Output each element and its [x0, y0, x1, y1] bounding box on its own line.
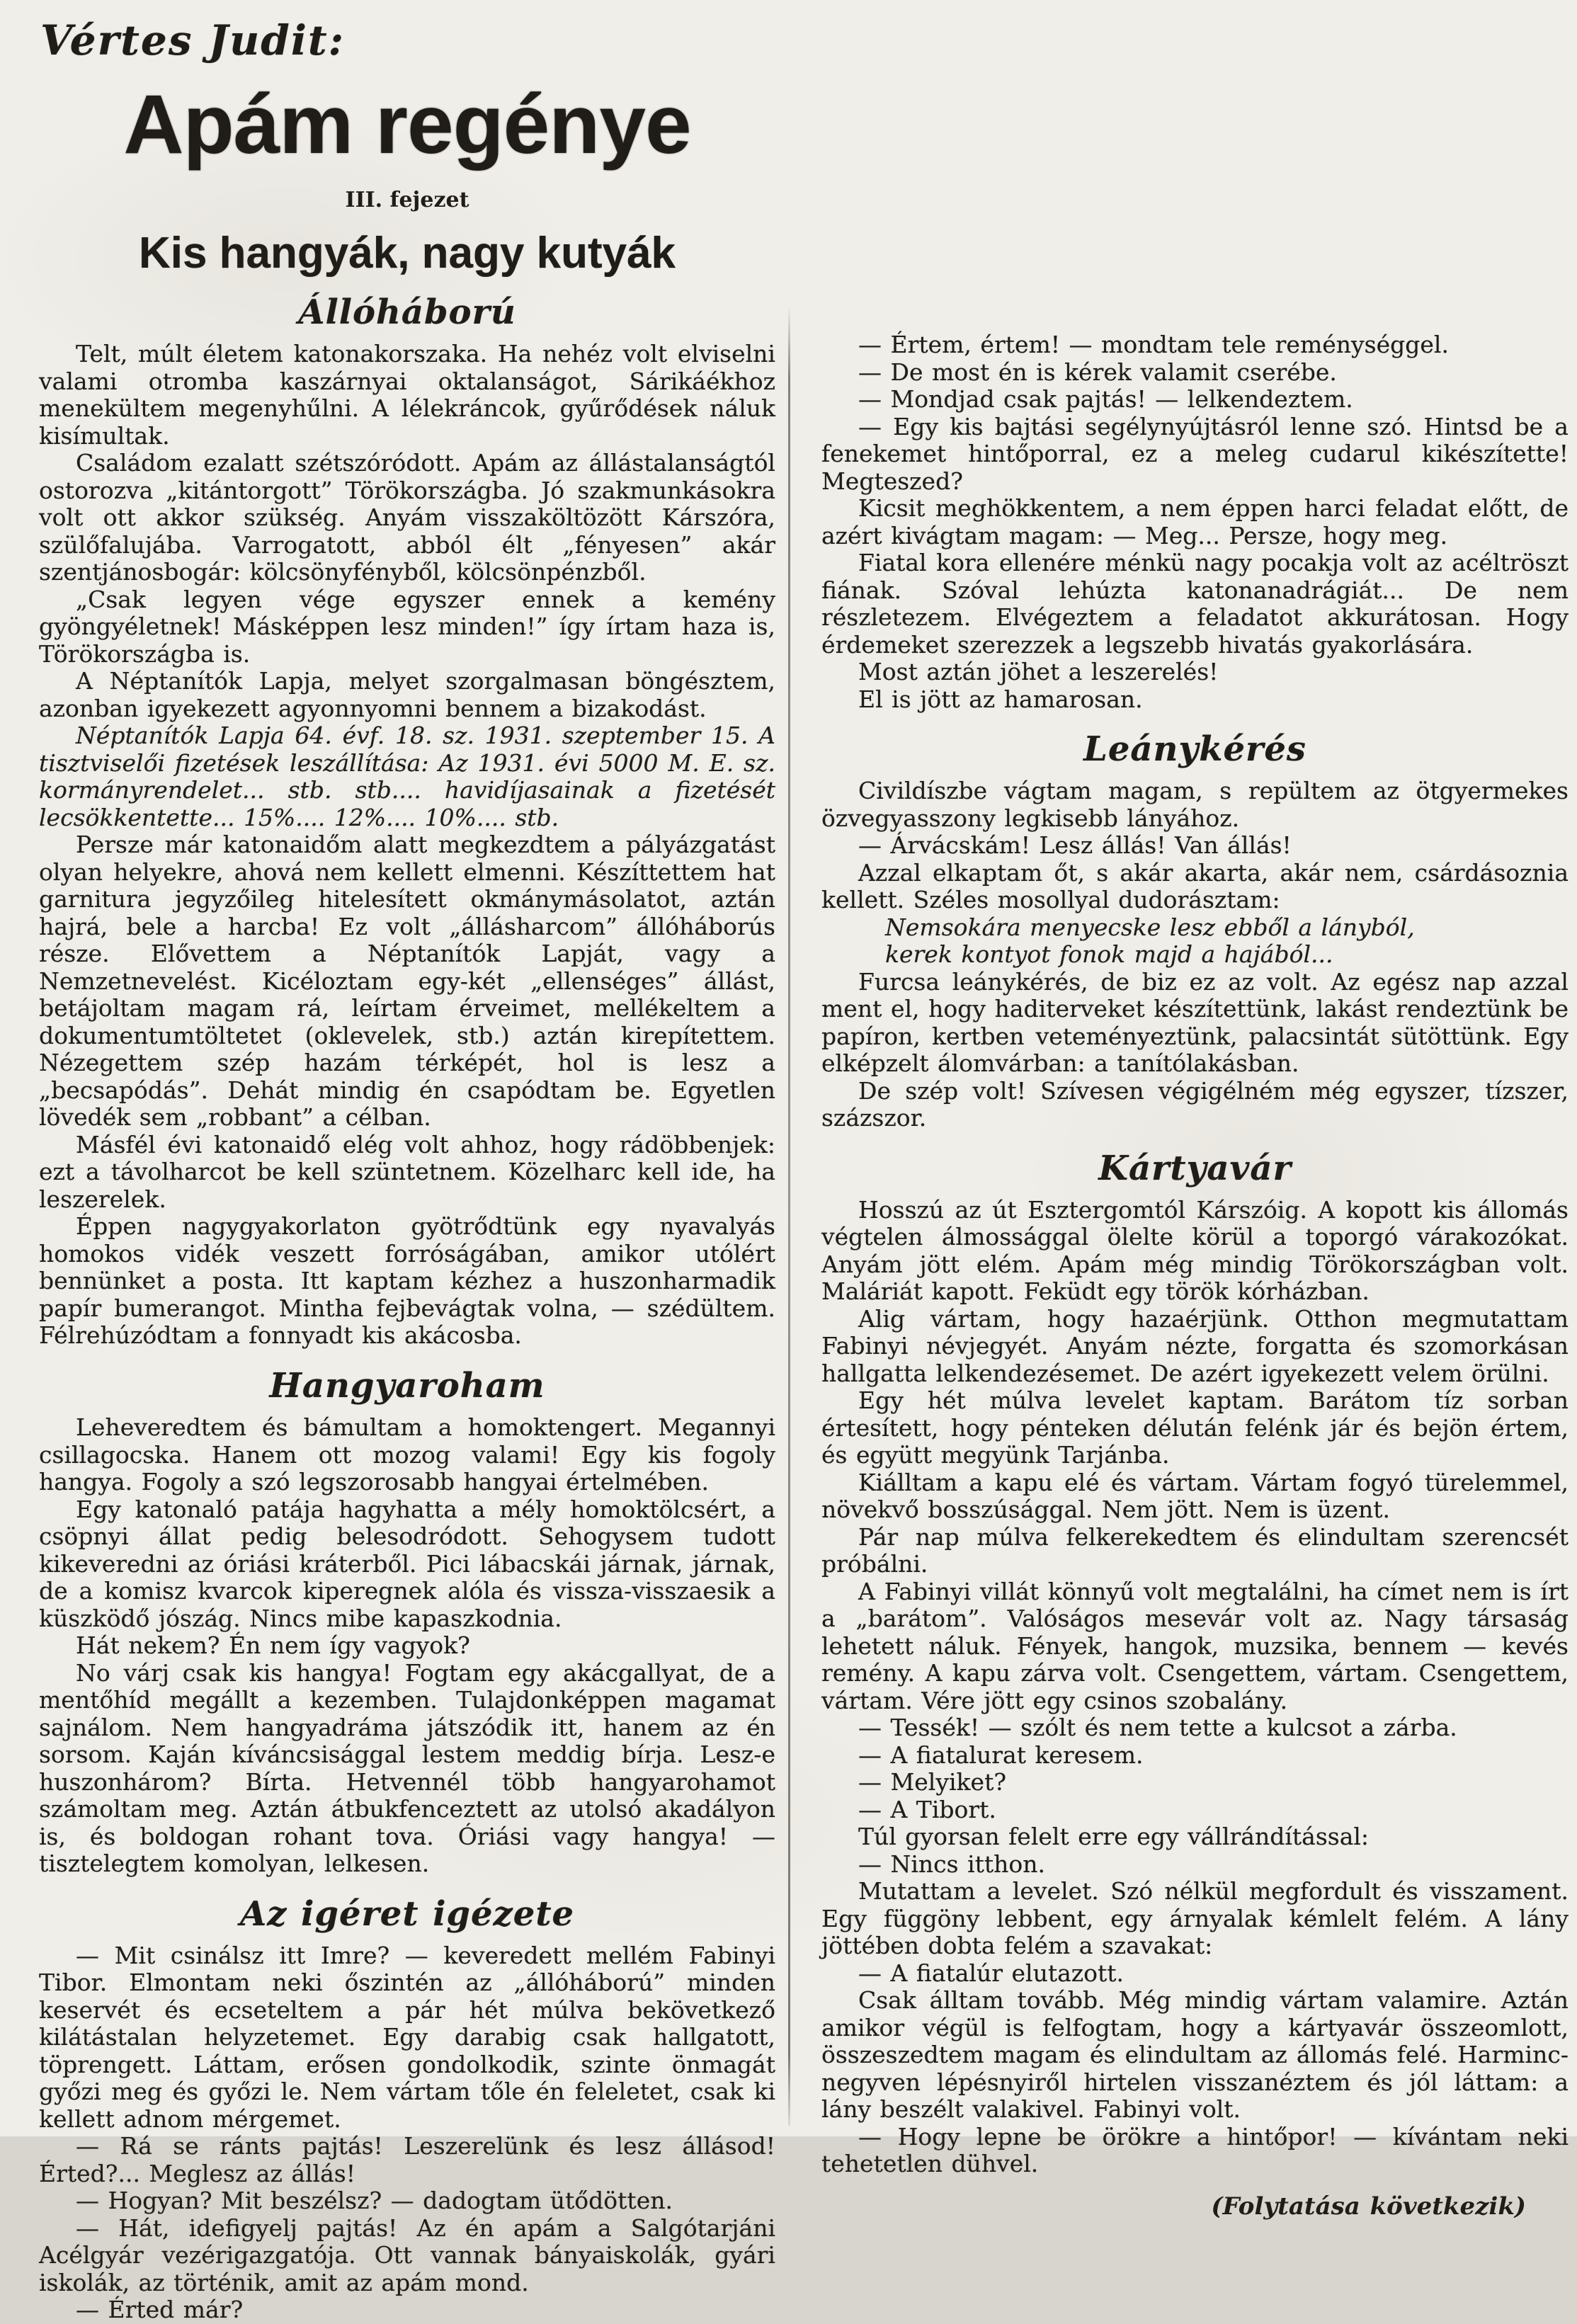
paragraph: — Egy kis bajtási segélynyújtásról lenne szó. Hintsd be a fenekemet hintőporral, ez a meleg cudarul kikészítette! Megteszed?	[821, 412, 1569, 495]
right-column	[821, 0, 1569, 2221]
section-heading: Hangyaroham	[269, 1365, 545, 1406]
paragraph: Mutattam a levelet. Szó nélkül megfordult és visszament. Egy függöny lebbent, egy árnyalak kémlelt felém. A lány jöttében dobta felém a szavakat:	[821, 1877, 1569, 1960]
paragraph: Kicsit meghökkentem, a nem éppen harci feladat előtt, de azért kivágtam magam: — Meg... Persze, hogy meg.	[821, 494, 1569, 549]
paragraph: Civildíszbe vágtam magam, s repültem az ötgyermekes özvegyasszony legkisebb lányához.	[821, 777, 1569, 832]
paragraph: Alig vártam, hogy hazaérjünk. Otthon megmutattam Fabinyi névjegyét. Anyám nézte, forgatta és szomorkásan hallgatta lelkendezésemet. De azért igyekezett velem örülni.	[821, 1304, 1569, 1387]
paragraph: — Hogyan? Mit beszélsz? — dadogtam ütődötten.	[76, 2187, 673, 2215]
paragraph: Furcsa leánykérés, de biz ez az volt. Az egész nap azzal ment el, hogy haditerveket készítettünk, lakást rendeztünk be papíron, kertben veteményeztünk, palacsintát sütöttünk. Egy elképzelt álomvárban: a tanítólakásban.	[821, 967, 1569, 1078]
paragraph: Családom ezalatt szétszóródott. Apám az állástalanságtól ostorozva „kitántorgott” Törökországba. Jó szakmunkásokra volt ott akkor szükség. Anyám visszaköltözött Kárszóra, szülőfalujába. Varrogatott, abból élt „fényesen” akár szentjánosbogár: kölcsönyfényből, kölcsönpénzből.	[39, 449, 775, 586]
paragraph: Hát nekem? Én nem így vagyok?	[76, 1631, 470, 1660]
paragraph: — Tessék! — szólt és nem tette a kulcsot a zárba.	[858, 1714, 1457, 1742]
paragraph: El is jött az hamarosan.	[858, 685, 1143, 713]
paragraph: — Mondjad csak pajtás! — lelkendeztem.	[858, 385, 1353, 413]
paragraph: Fiatal kora ellenére ménkü nagy pocakja volt az acéltröszt fiának. Szóval lehúzta katonanadrágiát... De nem részletezem. Elvégeztem a feladatot akkurátosan. Hogy érdemeket szerezzek a legszebb hivatás gyakorlására.	[821, 549, 1569, 659]
paragraph: — Árvácskám! Lesz állás! Van állás!	[858, 831, 1292, 860]
paragraph: Kiálltam a kapu elé és vártam. Vártam fogyó türelemmel, növekvő bosszúsággal. Nem jött. Nem is üzent.	[821, 1468, 1569, 1524]
paragraph: — Mit csinálsz itt Imre? — keveredett mellém Fabinyi Tibor. Elmontam neki őszintén az „állóháború” minden keservét és ecseteltem a pár hét múlva bekövetkező kilátástalan helyzetemet. Egy darabig csak hallgatott, töprengett. Láttam, erősen gondolkodik, szinte önmagát győzi meg és győzi le. Nem vártam tőle én feleletet, csak ki kellett adnom mérgemet.	[39, 1941, 775, 2133]
paragraph: — Rá se ránts pajtás! Leszerelünk és lesz állásod! Érted?... Meglesz az állás!	[39, 2132, 775, 2187]
paragraph: — A fiatalurat keresem.	[858, 1741, 1144, 1769]
paragraph: Leheveredtem és bámultam a homoktengert. Megannyi csillagocska. Hanem ott mozog valami! Egy kis fogoly hangya. Fogoly a szó legszorosabb hangyai értelmében.	[39, 1413, 775, 1496]
paragraph: Pár nap múlva felkerekedtem és elindultam szerencsét próbálni.	[821, 1522, 1569, 1578]
paragraph: Néptanítók Lapja 64. évf. 18. sz. 1931. szeptember 15. A tisztviselői fizetések leszállítása: Az 1931. évi 5000 M. E. sz. kormányrendelet... stb. stb.... havidíjasainak a fizetését lecsökkentette... 15%.... 12%.... 10%.... stb.	[39, 722, 775, 831]
paragraph: „Csak legyen vége egyszer ennek a kemény gyöngyéletnek! Másképpen lesz minden!” így írtam haza is, Törökországba is.	[39, 585, 775, 668]
paragraph: Azzal elkaptam őt, s akár akarta, akár nem, csárdásoznia kellett. Széles mosollyal dudorásztam:	[821, 858, 1569, 914]
article-title: Apám regénye	[123, 77, 691, 171]
paragraph: Éppen nagygyakorlaton gyötrődtünk egy nyavalyás homokos vidék veszett forróságában, amikor utólért bennünket a posta. Itt kaptam kézhez a huszonharmadik papír bumerangot. Mintha fejbevágtak volna, — szédültem. Félrehúzódtam a fonnyadt kis akácosba.	[39, 1212, 775, 1350]
article-header	[39, 18, 775, 276]
paragraph: — A fiatalúr elutazott.	[858, 1959, 1125, 1987]
paragraph: Hosszú az út Esztergomtól Kárszóig. A kopott kis állomás végtelen álmossággal ölelte körül a toporgó várakozókat. Anyám jött elém. Apám még mindig Törökországban volt. Maláriát kapott. Feküdt egy török kórházban.	[821, 1195, 1569, 1306]
article-subtitle: Kis hangyák, nagy kutyák	[138, 229, 676, 278]
column-divider	[788, 306, 790, 2126]
paragraph: Most aztán jöhet a leszerelés!	[858, 658, 1219, 685]
right-column-text	[821, 331, 1569, 2221]
paragraph: — Hogy lepne be örökre a hintőpor! — kívántam neki tehetetlen dühvel.	[821, 2122, 1569, 2178]
left-column	[39, 0, 775, 2324]
paragraph: — Értem, értem! — mondtam tele reménységgel.	[858, 331, 1449, 358]
paragraph: Egy hét múlva levelet kaptam. Barátom tíz sorban értesített, hogy pénteken délután felénk jár és bejön értem, és együtt megyünk Tarjánba.	[821, 1386, 1569, 1469]
paragraph: Persze már katonaidőm alatt megkezdtem a pályázgatást olyan helyekre, ahová nem kellett elmenni. Készíttettem hat garnitura jegyzőileg hitelesített okmánymásolatot, aztán hajrá, bele a harcba! Ez volt „állásharcom” állóháborús része. Elővettem a Néptanítók Lapját, vagy a Nemzetnevelést. Kicéloztam egy-két „ellenséges” állást, betájoltam magam rá, leírtam érveimet, mellékeltem a dokumentumtöltetet (oklevelek, stb.) aztán kirepítettem. Nézegettem szép hazám térképét, hol is lesz a „becsapódás”. Dehát mindig én csapódtam be. Egyetlen lövedék sem „robbant” a célban.	[39, 831, 775, 1132]
section-heading: Leánykérés	[1083, 729, 1306, 769]
paragraph: No várj csak kis hangya! Fogtam egy akácgallyat, de a mentőhíd megállt a kezemben. Tulajdonképpen magamat sajnálom. Nem hangyadráma játszódik itt, hanem az én sorsom. Kaján kíváncsisággal lestem meddig bírja. Lesz-e huszonhárom? Bírta. Hetvennél több hangyarohamot számoltam meg. Aztán átbukfenceztett az utolsó akadályon is, és boldogan rohant tova. Óriási vagy hangya! — tisztelegtem komolyan, lelkesen.	[39, 1658, 775, 1878]
paragraph: De szép volt! Szívesen végigélném még egyszer, tízszer, százszor.	[821, 1076, 1569, 1132]
paragraph: Egy katonaló patája hagyhatta a mély homoktölcsért, a csöpnyi állat pedig belesodródott. Sehogysem tudott kikeveredni az óriási kráterből. Pici lábacskái járnak, járnak, de a komisz kvarcok kiperegnek alóla és vissza-visszaesik a küszködő jószág. Nincs mibe kapaszkodnia.	[39, 1495, 775, 1632]
author-byline: Vértes Judit:	[40, 16, 346, 64]
paragraph: — Érted már?	[76, 2296, 244, 2324]
verse-lines: Nemsokára menyecske lesz ebből a lányból, kerek kontyot fonok majd a hajából...	[885, 913, 1415, 969]
section-heading: Az igéret igézete	[239, 1893, 575, 1934]
paragraph: Túl gyorsan felelt erre egy vállrándítással:	[858, 1823, 1370, 1851]
paragraph: A Fabinyi villát könnyű volt megtalálni, ha címet nem is írt a „barátom”. Valóságos mesevár volt az. Nagy társaság lehetett náluk. Fények, hangok, muzsika, bennem — kevés remény. A kapu zárva volt. Csengettem, vártam. Csengettem, vártam. Vére jött egy csinos szobalány.	[821, 1577, 1569, 1714]
paragraph: — Hát, idefigyelj pajtás! Az én apám a Salgótarjáni Acélgyár vezérigazgatója. Ott vannak bányaiskolák, gyári iskolák, az történik, amit az apám mond.	[39, 2214, 775, 2296]
continuation-note: (Folytatása következik)	[1211, 2192, 1526, 2221]
left-column-text	[39, 293, 775, 2324]
paragraph: — De most én is kérek valamit cserébe.	[858, 358, 1337, 386]
section-heading: Állóháború	[298, 292, 516, 333]
paragraph: A Néptanítók Lapja, melyet szorgalmasan böngésztem, azonban igyekezett agyonnyomni bennem a bizakodást.	[39, 667, 775, 722]
paragraph: — A Tibort.	[858, 1795, 996, 1823]
paragraph: Telt, múlt életem katonakorszaka. Ha nehéz volt elviselni valami otromba kaszárnyai oktalanságot, Sárikáékhoz menekültem megenyhűlni. A lélekráncok, gyűrődések náluk kisímultak.	[39, 340, 775, 450]
paragraph: — Nincs itthon.	[858, 1850, 1046, 1878]
section-heading: Kártyavár	[1098, 1148, 1292, 1188]
paragraph: Másfél évi katonaidő elég volt ahhoz, hogy rádöbbenjek: ezt a távolharcot be kell szüntetnem. Közelharc kell ide, ha leszerelek.	[39, 1130, 775, 1213]
paragraph: Csak álltam tovább. Még mindig vártam valamire. Aztán amikor végül is felfogtam, hogy a kártyavár összeomlott, összeszedtem magam és elindultam az állomás felé. Harminc-negyven lépésnyiről hirtelen visszanéztem és jól láttam: a lány beszélt valakivel. Fabinyi volt.	[821, 1986, 1569, 2124]
paragraph: — Melyiket?	[858, 1768, 1007, 1796]
chapter-label: III. fejezet	[345, 188, 469, 213]
